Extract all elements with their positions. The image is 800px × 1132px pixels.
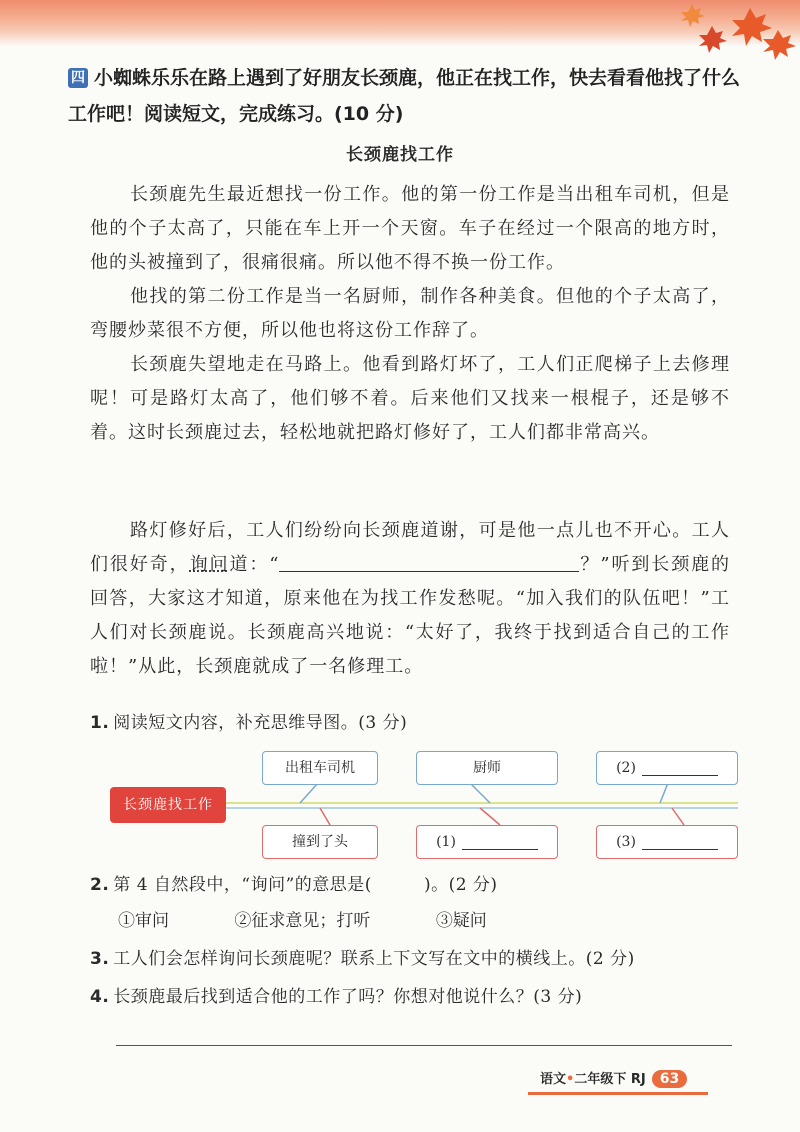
page-number: 63 <box>652 1070 687 1088</box>
instruction-text: 小蜘蛛乐乐在路上遇到了好朋友长颈鹿，他正在找工作，快去看看他找了什么工作吧！阅读短文，完成练习。(10 分) <box>68 67 741 125</box>
paragraph-4-part-c: ？”听到长颈鹿的回答，大家这才知道，原来他在为找工作发愁呢。“加入我们的队伍吧！”工人们对长颈鹿说。长颈鹿高兴地说：“太好了，我终于找到适合自己的工作啦！”从此，长颈鹿就成了一名修理工。 <box>90 554 731 677</box>
question-1: 1. 阅读短文内容，补充思维导图。(3 分) <box>90 713 408 733</box>
q2-option-2[interactable]: ②征求意见；打听 <box>234 911 371 931</box>
paragraph-4-part-a: 路灯修好后，工人们纷纷向长颈鹿道谢，可是他一点儿也不开心。工人们很好奇， <box>90 520 730 575</box>
footer-rule <box>528 1092 708 1095</box>
dotted-word: 询问 <box>189 554 230 575</box>
answer-line-q4[interactable] <box>116 1045 732 1046</box>
q2-option-1[interactable]: ①审问 <box>118 911 169 931</box>
mindmap-root: 长颈鹿找工作 <box>110 787 226 823</box>
footer-subject: 语文 <box>540 1072 567 1087</box>
question-3: 3. 工人们会怎样询问长颈鹿呢？联系上下文写在文中的横线上。(2 分) <box>90 949 635 969</box>
passage-title: 长颈鹿找工作 <box>346 145 454 165</box>
mindmap-blank-1-line[interactable] <box>462 835 538 850</box>
q2-option-3[interactable]: ③疑问 <box>435 911 487 931</box>
q2-options <box>118 906 487 931</box>
footer-grade: 二年级下 RJ <box>574 1072 646 1087</box>
question-4: 4. 长颈鹿最后找到适合他的工作了吗？你想对他说什么？(3 分) <box>90 987 583 1007</box>
mindmap-node-blank-3[interactable]: (3) <box>596 825 738 859</box>
section-badge: 四 <box>68 68 88 88</box>
mindmap-node-taxi-driver: 出租车司机 <box>262 751 378 785</box>
paragraph-2: 他找的第二份工作是当一名厨师，制作各种美食。但他的个子太高了，弯腰炒菜很不方便，所以他也将这份工作辞了。 <box>90 286 730 341</box>
footer-separator: • <box>566 1072 575 1087</box>
mindmap-blank-2-line[interactable] <box>642 761 718 776</box>
paragraph-1: 长颈鹿先生最近想找一份工作。他的第一份工作是当出租车司机，但是他的个子太高了，只能在车上开一个天窗。车子在经过一个限高的地方时，他的头被撞到了，很痛很痛。所以他不得不换一份工作。 <box>90 184 730 273</box>
question-2: 2. 第 4 自然段中，“询问”的意思是( )。(2 分) <box>90 875 498 895</box>
mindmap-blank-3-line[interactable] <box>642 835 718 850</box>
paragraph-3: 长颈鹿失望地走在马路上。他看到路灯坏了，工人们正爬梯子上去修理呢！可是路灯太高了，他们够不着。后来他们又找来一根棍子，还是够不着。这时长颈鹿过去，轻松地就把路灯修好了，工人们都非常高兴。 <box>90 354 730 443</box>
mindmap-node-blank-1[interactable]: (1) <box>416 825 558 859</box>
paragraph-4-part-b: 道：“ <box>229 554 280 575</box>
mindmap-node-hit-head: 撞到了头 <box>262 825 378 859</box>
mindmap-node-blank-2[interactable]: (2) <box>596 751 738 785</box>
page-footer <box>540 1068 687 1088</box>
mindmap-node-chef: 厨师 <box>416 751 558 785</box>
